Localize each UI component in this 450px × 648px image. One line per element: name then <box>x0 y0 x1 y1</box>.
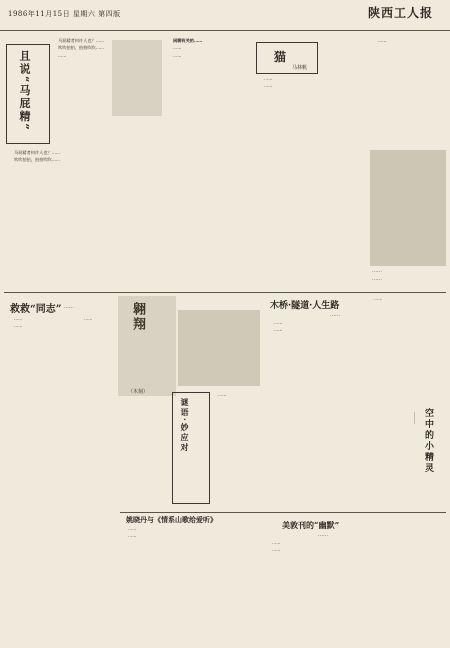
paragraph: …… <box>272 547 281 553</box>
paragraph: …… <box>58 52 67 58</box>
headline-art10: 美敦刊的“幽默” <box>282 520 340 530</box>
paragraph: …… <box>128 526 137 531</box>
headline-art4: 救救“同志” <box>10 304 62 315</box>
article-art10 <box>264 540 446 642</box>
article-art4-col2 <box>76 316 116 642</box>
paragraph: …… <box>84 316 93 321</box>
author-art8: …… <box>412 412 419 424</box>
byline-art4: …… <box>64 304 74 310</box>
issue-date: 1986年11月15日 星期六 第四版 <box>8 10 121 18</box>
paragraph: …… <box>264 83 273 89</box>
section-divider-bottom <box>120 512 446 513</box>
headline-art5: 翱翔 <box>130 302 145 332</box>
paragraph: …… <box>272 540 281 545</box>
article-art7 <box>266 320 362 516</box>
headline-art7: 木桥·隧道·人生路 <box>270 301 340 311</box>
illustration-cartoon <box>112 40 162 116</box>
paragraph: 吹吹拍拍，拍拍吹吹…… <box>14 157 61 163</box>
caption-art5: （木刻） <box>128 389 149 395</box>
illustration-aoxiang <box>118 296 176 396</box>
paragraph: …… <box>14 323 23 329</box>
headline-art1: 且说“马屁精” <box>18 50 31 132</box>
article-art2-title: 闲聊有关的…… <box>173 38 203 43</box>
headline-art3: 猫 <box>274 50 287 64</box>
headline-art8: 空中的小精灵 <box>423 408 433 474</box>
author-art7: …… <box>330 312 340 318</box>
article-art2 <box>165 38 250 288</box>
headline-art6: 谜语·妙应对 <box>180 398 190 453</box>
paragraph: 马屁精者何许人也？…… <box>14 150 61 155</box>
paragraph: 马屁精者何许人也？…… <box>58 38 105 43</box>
illustration-figures <box>178 310 260 386</box>
photo-caption: …… <box>372 268 382 274</box>
article-art1-col2 <box>6 150 110 310</box>
photo <box>370 150 446 266</box>
photo-credit: …… <box>372 276 382 282</box>
paragraph: …… <box>14 316 23 321</box>
paragraph: …… <box>378 38 387 43</box>
headline-box-art3 <box>256 42 318 74</box>
paragraph: …… <box>128 533 137 539</box>
paper-name: 陕西工人报 <box>368 6 434 20</box>
article-right-top <box>370 38 446 148</box>
paragraph: …… <box>173 45 182 51</box>
article-art9 <box>120 526 260 642</box>
paragraph: …… <box>264 76 273 81</box>
author-art10: …… <box>318 532 328 538</box>
paragraph: …… <box>173 52 182 58</box>
paragraph: 吹吹拍拍，拍拍吹吹…… <box>58 45 105 51</box>
paragraph: …… <box>274 327 283 333</box>
paragraph: …… <box>374 296 383 301</box>
paragraph: …… <box>218 392 227 397</box>
headline-box-art6 <box>172 392 210 504</box>
headline-art9: 姚晓丹与《情系山歌给爱听》 <box>126 515 217 524</box>
author-art3: 马林帆 <box>292 65 308 71</box>
article-right-middle <box>366 296 446 516</box>
article-art4-col1 <box>6 316 74 642</box>
paragraph: …… <box>274 320 283 325</box>
masthead <box>0 0 450 31</box>
section-divider <box>4 292 446 293</box>
article-art6 <box>210 392 262 510</box>
article-art3 <box>256 76 366 286</box>
